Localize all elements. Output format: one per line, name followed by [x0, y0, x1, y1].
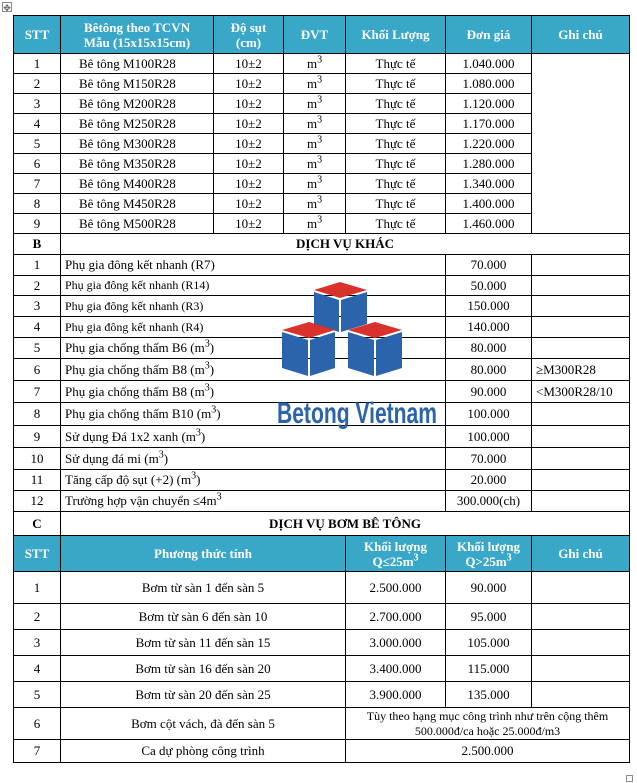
pump-row-6-method: Bơm cột vách, đà đến sàn 5 — [61, 708, 346, 740]
service-price: 100.000 — [446, 426, 532, 448]
service-name-tail: ) — [163, 450, 169, 466]
concrete-row — [14, 54, 630, 74]
service-name-text: Phụ gia đông kết nhanh (R3) — [65, 298, 204, 313]
pump-row — [14, 604, 630, 630]
concrete-slump: 10±2 — [214, 134, 284, 154]
concrete-price: 1.080.000 — [446, 74, 532, 94]
concrete-slump: 10±2 — [214, 154, 284, 174]
logo-cube-left-left — [282, 332, 308, 376]
service-name-sup: 3 — [158, 449, 164, 461]
logo-text: Betong Vietnam — [277, 397, 437, 430]
pump-header-vol-large-line2: Q>25m — [465, 553, 507, 569]
header-unit: ĐVT — [284, 16, 346, 54]
concrete-qty: Thực tế — [346, 54, 446, 74]
concrete-price: 1.170.000 — [446, 114, 532, 134]
concrete-unit-base: m — [306, 175, 318, 191]
pump-header-vol-small-sup: 3 — [413, 552, 419, 564]
concrete-slump: 10±2 — [214, 174, 284, 194]
pump-header-stt: STT — [14, 536, 61, 572]
concrete-unit-sup: 3 — [317, 194, 323, 206]
header-price: Đơn giá — [446, 16, 532, 54]
service-name-text: Phụ gia đông kết nhanh (R7) — [65, 257, 215, 272]
pump-method: Bơm từ sàn 20 đến sàn 25 — [61, 682, 346, 708]
service-row — [14, 255, 630, 276]
pump-header-vol-small-line2: Q≤25m — [372, 553, 414, 569]
concrete-unit-base: m — [306, 115, 318, 131]
service-name-sup: 3 — [204, 338, 210, 350]
concrete-price: 1.220.000 — [446, 134, 532, 154]
pump-header-vol-small — [346, 536, 446, 572]
concrete-stt: 2 — [14, 74, 61, 94]
pump-price-small: 3.000.000 — [346, 630, 446, 656]
pump-header-method: Phương thức tính — [61, 536, 346, 572]
service-stt: 7 — [14, 381, 61, 403]
service-name-text: Phụ gia chống thấm B10 (m — [65, 406, 212, 421]
concrete-unit-base: m — [306, 155, 318, 171]
service-stt: 6 — [14, 359, 61, 381]
service-name-text: Phụ gia chống thấm B6 (m — [65, 340, 205, 355]
concrete-unit-sup: 3 — [317, 214, 323, 226]
pump-note — [532, 656, 630, 682]
pump-header-vol-large — [446, 536, 532, 572]
service-name-text: Tăng cấp độ sụt (+2) (m — [65, 472, 192, 487]
table-move-handle[interactable]: ✥ — [3, 3, 11, 13]
concrete-unit — [284, 94, 346, 114]
service-note — [532, 338, 630, 359]
service-note — [532, 448, 630, 470]
concrete-unit — [284, 154, 346, 174]
service-note — [532, 403, 630, 426]
pump-header-vol-small-line1: Khối lượng — [363, 538, 428, 554]
concrete-qty: Thực tế — [346, 174, 446, 194]
pump-header-row — [14, 536, 630, 572]
service-price: 50.000 — [446, 276, 532, 296]
concrete-qty: Thực tế — [346, 134, 446, 154]
service-name — [61, 491, 446, 512]
section-c-letter: C — [14, 512, 61, 536]
concrete-unit — [284, 214, 346, 234]
concrete-unit-sup: 3 — [317, 174, 323, 186]
pump-row — [14, 682, 630, 708]
pump-price-large: 95.000 — [446, 604, 532, 630]
service-row — [14, 448, 630, 470]
logo-cube-left-right — [310, 332, 335, 376]
concrete-slump: 10±2 — [214, 114, 284, 134]
concrete-price: 1.400.000 — [446, 194, 532, 214]
concrete-slump: 10±2 — [214, 214, 284, 234]
service-name-tail: ) — [216, 406, 221, 421]
pump-row-6 — [14, 708, 630, 740]
concrete-name: Bê tông M250R28 — [61, 114, 214, 134]
service-name-tail: ) — [209, 361, 215, 377]
service-stt: 12 — [14, 491, 61, 512]
pump-stt: 2 — [14, 604, 61, 630]
pump-note — [532, 572, 630, 604]
concrete-stt: 1 — [14, 54, 61, 74]
service-note — [532, 491, 630, 512]
concrete-name: Bê tông M350R28 — [61, 154, 214, 174]
service-name-sup: 3 — [204, 382, 210, 394]
service-name-text: Phụ gia đông kết nhanh (R4) — [65, 319, 204, 334]
pump-row-7-method: Ca dự phòng công trình — [61, 740, 346, 763]
pump-method: Bơm từ sàn 16 đến sàn 20 — [61, 656, 346, 682]
pump-price-large: 105.000 — [446, 630, 532, 656]
concrete-name: Bê tông M150R28 — [61, 74, 214, 94]
pump-price-large: 90.000 — [446, 572, 532, 604]
concrete-stt: 4 — [14, 114, 61, 134]
concrete-unit-base: m — [306, 195, 318, 211]
concrete-stt: 8 — [14, 194, 61, 214]
service-price: 150.000 — [446, 296, 532, 317]
concrete-name: Bê tông M100R28 — [61, 54, 214, 74]
pump-price-large: 115.000 — [446, 656, 532, 682]
service-note — [532, 255, 630, 276]
concrete-name: Bê tông M200R28 — [61, 94, 214, 114]
header-concrete-line1: Bêtông theo TCVN — [84, 19, 190, 35]
service-name-text: Sử dụng đá mi (m — [65, 450, 159, 466]
service-note: <M300R28/10 — [532, 381, 630, 403]
concrete-unit-sup: 3 — [317, 134, 323, 146]
concrete-unit-base: m — [306, 135, 318, 151]
service-price: 300.000(ch) — [446, 491, 532, 512]
concrete-note — [532, 54, 630, 234]
service-price: 80.000 — [446, 338, 532, 359]
pump-note — [532, 682, 630, 708]
concrete-unit-sup: 3 — [317, 114, 323, 126]
pump-price-small: 3.900.000 — [346, 682, 446, 708]
service-name-tail: ) — [200, 428, 206, 444]
concrete-unit — [284, 54, 346, 74]
concrete-unit-base: m — [306, 215, 318, 231]
pump-header-note: Ghi chú — [532, 536, 630, 572]
service-price: 100.000 — [446, 403, 532, 426]
concrete-stt: 6 — [14, 154, 61, 174]
pump-row-6-note — [346, 708, 630, 740]
service-stt: 11 — [14, 470, 61, 491]
concrete-unit-sup: 3 — [317, 154, 323, 166]
concrete-qty: Thực tế — [346, 94, 446, 114]
concrete-price: 1.120.000 — [446, 94, 532, 114]
concrete-slump: 10±2 — [214, 74, 284, 94]
service-name — [61, 448, 446, 470]
pump-price-large: 135.000 — [446, 682, 532, 708]
concrete-unit-base: m — [306, 55, 318, 71]
concrete-unit — [284, 174, 346, 194]
concrete-unit — [284, 194, 346, 214]
pump-price-small: 2.500.000 — [346, 572, 446, 604]
header-note: Ghi chú — [532, 16, 630, 54]
service-name-tail: ) — [196, 472, 201, 487]
concrete-qty: Thực tế — [346, 154, 446, 174]
section-b-title: DỊCH VỤ KHÁC — [61, 234, 630, 255]
pump-row — [14, 630, 630, 656]
service-name-text: Sử dụng Đá 1x2 xanh (m — [65, 428, 196, 444]
service-name-sup: 3 — [195, 427, 201, 439]
concrete-stt: 3 — [14, 94, 61, 114]
concrete-unit-sup: 3 — [317, 74, 323, 86]
header-quantity: Khối Lượng — [346, 16, 446, 54]
pump-rows — [14, 572, 630, 708]
concrete-name: Bê tông M300R28 — [61, 134, 214, 154]
pump-row-6-note-line1: Tùy theo hạng mục công trình như trên cộng thêm — [366, 708, 609, 723]
pump-method: Bơm từ sàn 11 đến sàn 15 — [61, 630, 346, 656]
concrete-unit — [284, 114, 346, 134]
service-price: 20.000 — [446, 470, 532, 491]
pump-header-vol-large-sup: 3 — [506, 552, 512, 564]
concrete-price: 1.040.000 — [446, 54, 532, 74]
pump-row-6-stt: 6 — [14, 708, 61, 740]
service-name-tail: ) — [209, 383, 215, 399]
pump-stt: 3 — [14, 630, 61, 656]
concrete-qty: Thực tế — [346, 114, 446, 134]
service-price: 80.000 — [446, 359, 532, 381]
service-stt: 8 — [14, 403, 61, 426]
pump-stt: 4 — [14, 656, 61, 682]
service-name-text: Phụ gia chống thấm B8 (m — [65, 361, 205, 377]
concrete-qty: Thực tế — [346, 74, 446, 94]
service-stt: 2 — [14, 276, 61, 296]
service-note: ≥M300R28 — [532, 359, 630, 381]
service-note — [532, 426, 630, 448]
concrete-unit — [284, 134, 346, 154]
service-note — [532, 317, 630, 338]
concrete-unit-base: m — [306, 95, 318, 111]
service-name-text: Trường hợp vận chuyển ≤4m — [65, 493, 217, 508]
service-name-tail: ) — [209, 340, 215, 355]
table-resize-handle[interactable] — [626, 775, 633, 782]
service-price: 70.000 — [446, 255, 532, 276]
concrete-unit-base: m — [306, 75, 318, 91]
logo-cube-right-left — [348, 332, 374, 376]
pump-method: Bơm từ sàn 6 đến sàn 10 — [61, 604, 346, 630]
header-concrete — [61, 16, 214, 54]
service-name-sup: 3 — [191, 470, 197, 482]
service-stt: 1 — [14, 255, 61, 276]
pump-row — [14, 572, 630, 604]
service-stt: 9 — [14, 426, 61, 448]
concrete-stt: 9 — [14, 214, 61, 234]
header-stt: STT — [14, 16, 61, 54]
concrete-price: 1.460.000 — [446, 214, 532, 234]
pump-row-7-price: 2.500.000 — [346, 740, 630, 763]
service-name-sup: 3 — [204, 360, 210, 372]
concrete-qty: Thực tế — [346, 214, 446, 234]
pump-method: Bơm từ sàn 1 đến sàn 5 — [61, 572, 346, 604]
section-b-letter: B — [14, 234, 61, 255]
concrete-slump: 10±2 — [214, 194, 284, 214]
concrete-price: 1.280.000 — [446, 154, 532, 174]
section-b-row — [14, 234, 630, 255]
service-name-sup: 3 — [216, 491, 222, 503]
concrete-header-row — [14, 16, 630, 54]
service-name-text: Phụ gia đông kết nhanh (R14) — [65, 278, 210, 292]
concrete-stt: 7 — [14, 174, 61, 194]
service-price: 70.000 — [446, 448, 532, 470]
service-stt: 4 — [14, 317, 61, 338]
service-note — [532, 276, 630, 296]
concrete-price: 1.340.000 — [446, 174, 532, 194]
logo-cube-right-right — [376, 332, 402, 376]
pump-stt: 1 — [14, 572, 61, 604]
concrete-name: Bê tông M500R28 — [61, 214, 214, 234]
header-concrete-line2: Mẫu (15x15x15cm) — [83, 34, 191, 50]
service-stt: 3 — [14, 296, 61, 317]
pump-row-7-stt: 7 — [14, 740, 61, 763]
header-slump-line1: Độ sụt — [230, 19, 267, 35]
concrete-stt: 5 — [14, 134, 61, 154]
concrete-unit — [284, 74, 346, 94]
service-row — [14, 491, 630, 512]
service-note — [532, 470, 630, 491]
pump-row — [14, 656, 630, 682]
service-price: 90.000 — [446, 381, 532, 403]
concrete-unit-sup: 3 — [317, 54, 323, 66]
section-c-title: DỊCH VỤ BƠM BÊ TÔNG — [61, 512, 630, 536]
betong-vietnam-logo — [276, 276, 438, 438]
concrete-slump: 10±2 — [214, 54, 284, 74]
service-name — [61, 470, 446, 491]
pump-stt: 5 — [14, 682, 61, 708]
pump-price-small: 3.400.000 — [346, 656, 446, 682]
service-stt: 10 — [14, 448, 61, 470]
pump-header-vol-large-line1: Khối lượng — [456, 538, 521, 554]
pump-note — [532, 604, 630, 630]
concrete-name: Bê tông M400R28 — [61, 174, 214, 194]
service-name-text: Phụ gia chống thấm B8 (m — [65, 383, 205, 399]
section-c-row — [14, 512, 630, 536]
service-stt: 5 — [14, 338, 61, 359]
concrete-name: Bê tông M450R28 — [61, 194, 214, 214]
service-name-sup: 3 — [211, 404, 217, 416]
pump-row-7 — [14, 740, 630, 763]
service-row — [14, 470, 630, 491]
concrete-unit-sup: 3 — [317, 94, 323, 106]
concrete-rows — [14, 54, 630, 234]
service-price: 140.000 — [446, 317, 532, 338]
header-slump — [214, 16, 284, 54]
service-note — [532, 296, 630, 317]
pump-note — [532, 630, 630, 656]
concrete-qty: Thực tế — [346, 194, 446, 214]
header-slump-line2: (cm) — [235, 34, 262, 50]
pump-row-6-note-line2: 500.000đ/ca hoặc 25.000đ/m3 — [414, 723, 561, 738]
pump-price-small: 2.700.000 — [346, 604, 446, 630]
service-name — [61, 255, 446, 276]
concrete-slump: 10±2 — [214, 94, 284, 114]
